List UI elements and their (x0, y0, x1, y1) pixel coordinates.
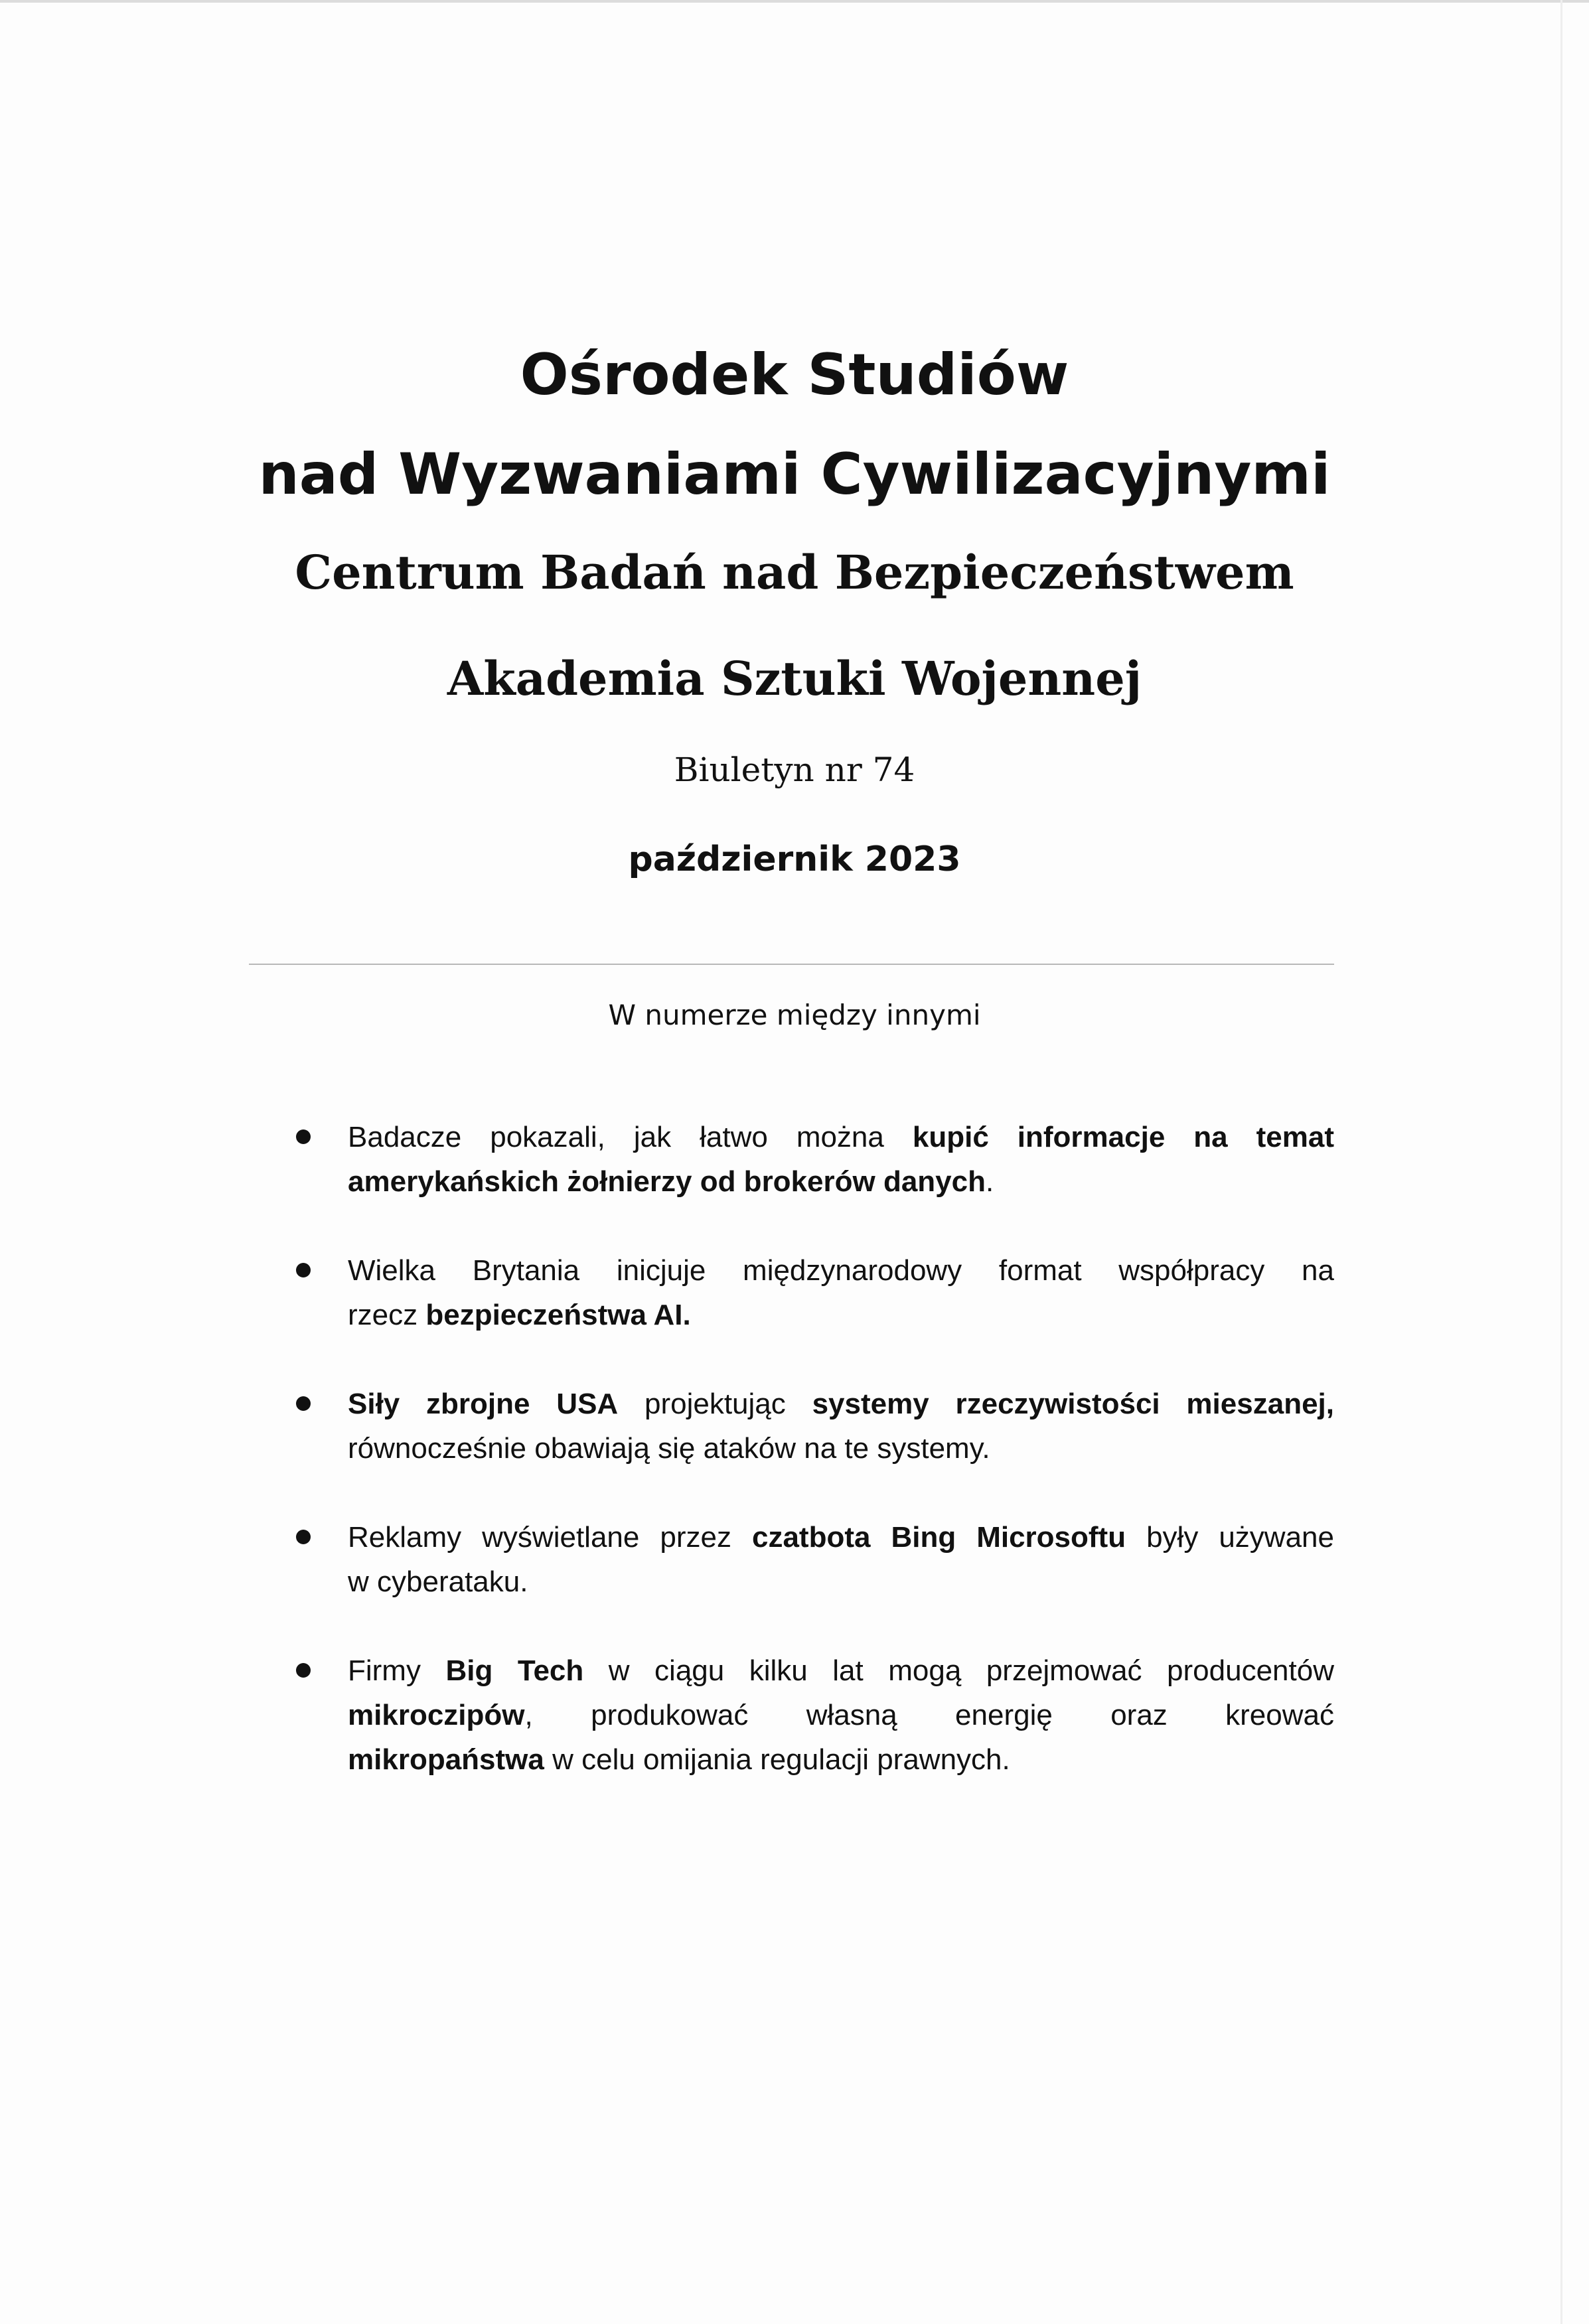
highlight-text: Badacze pokazali, jak łatwo można (348, 1121, 913, 1153)
highlight-line (348, 1426, 1334, 1471)
section-divider (249, 964, 1334, 965)
center-name: Centrum Badań nad Bezpieczeństwem (295, 545, 1294, 600)
bullet-dot-icon (296, 1129, 311, 1144)
bullet-dot-icon (296, 1530, 311, 1544)
academy-name: Akademia Sztuki Wojennej (447, 651, 1142, 706)
highlight-text: . (986, 1165, 994, 1198)
highlight-emphasis: systemy rzeczywistości mieszanej, (812, 1388, 1334, 1420)
highlight-text: projektując (618, 1388, 812, 1420)
highlight-emphasis: Big Tech (445, 1654, 584, 1687)
bullet-dot-icon (296, 1396, 311, 1411)
highlight-text: Wielka Brytania inicjuje międzynarodowy format współpracy na (348, 1254, 1334, 1287)
bullet-dot-icon (296, 1663, 311, 1678)
highlight-line (348, 1737, 1334, 1782)
highlight-text: Reklamy wyświetlane przez (348, 1521, 752, 1554)
organization-name-line-2: nad Wyzwaniami Cywilizacyjnymi (258, 441, 1331, 508)
highlight-line (348, 1693, 1334, 1737)
highlight-emphasis: kupić informacje na temat (912, 1121, 1334, 1153)
highlight-line (348, 1293, 1334, 1337)
highlight-emphasis: Siły zbrojne USA (348, 1388, 619, 1420)
highlight-emphasis: mikropaństwa (348, 1743, 544, 1776)
highlight-emphasis: czatbota Bing Microsoftu (751, 1521, 1126, 1554)
bullet-dot-icon (296, 1263, 311, 1277)
highlight-emphasis: bezpieczeństwa AI. (425, 1299, 691, 1331)
highlight-line (348, 1382, 1334, 1426)
highlight-line (348, 1248, 1334, 1293)
bulletin-date: październik 2023 (628, 839, 961, 879)
highlight-item (285, 1648, 1334, 1826)
highlight-text: w celu omijania regulacji prawnych. (544, 1743, 1010, 1776)
highlight-item (285, 1248, 1334, 1382)
issue-highlights-heading: W numerze między innymi (608, 999, 981, 1031)
highlight-emphasis: mikroczipów (348, 1699, 525, 1731)
highlight-line (348, 1515, 1334, 1560)
highlight-text: rzecz (348, 1299, 426, 1331)
highlight-line (348, 1115, 1334, 1159)
highlight-line (348, 1648, 1334, 1693)
highlight-text: Firmy (348, 1654, 446, 1687)
highlight-line (348, 1159, 1334, 1204)
highlight-line (348, 1560, 1334, 1604)
highlight-text: w ciągu kilku lat mogą przejmować producentów (583, 1654, 1335, 1687)
highlight-text: równocześnie obawiają się ataków na te systemy. (348, 1432, 990, 1465)
highlight-text: , produkować własną energię oraz kreować (524, 1699, 1334, 1731)
highlight-item (285, 1115, 1334, 1248)
highlight-item (285, 1382, 1334, 1515)
scan-top-edge (0, 0, 1589, 3)
bulletin-number: Biuletyn nr 74 (674, 751, 915, 789)
issue-highlights-list (285, 1115, 1334, 1826)
highlight-text: w cyberataku. (348, 1565, 528, 1598)
highlight-text: były używane (1126, 1521, 1334, 1554)
highlight-emphasis: amerykańskich żołnierzy od brokerów danych (348, 1165, 986, 1198)
highlight-item (285, 1515, 1334, 1648)
organization-name-line-1: Ośrodek Studiów (520, 342, 1069, 408)
